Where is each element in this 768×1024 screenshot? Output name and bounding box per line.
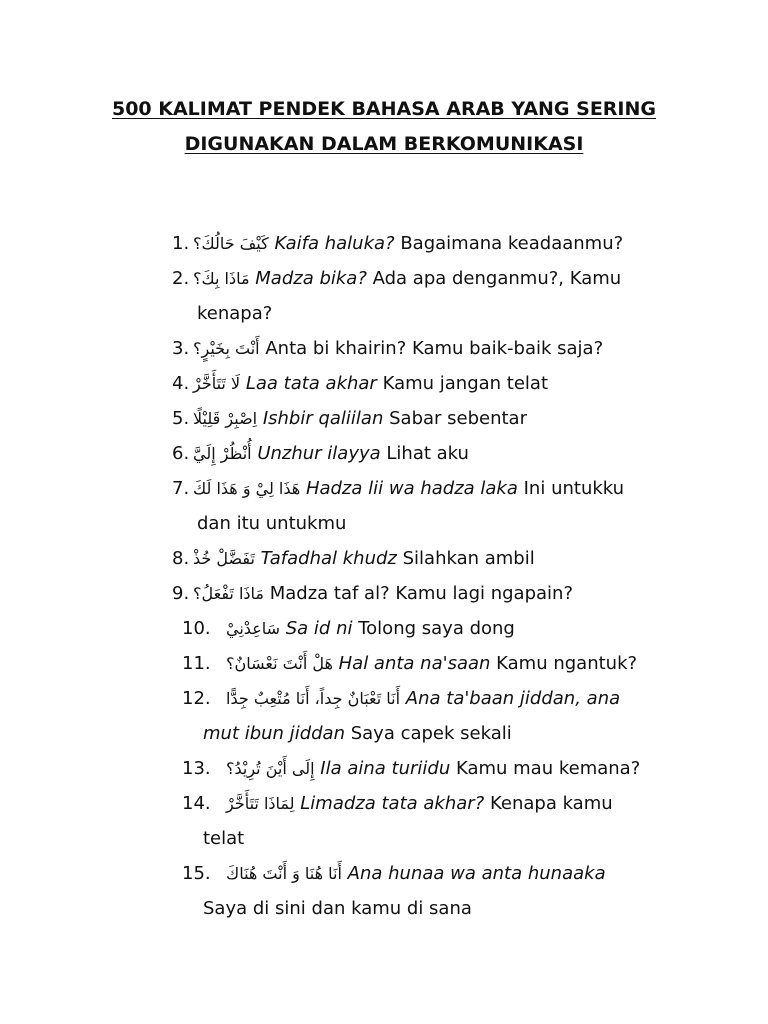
phrase-entry <box>0 366 768 401</box>
transliteration: Ana ta'baan jiddan, ana <box>405 688 621 709</box>
entry-number: 2. <box>172 268 190 289</box>
entry-number: 14. <box>182 793 211 814</box>
arabic-phrase: تَفَضَّلْ خُذْ <box>193 549 255 568</box>
entry-number: 7. <box>172 478 190 499</box>
phrase-entry <box>0 471 768 534</box>
entry-number: 3. <box>172 338 190 359</box>
arabic-phrase: أَنَا تَعْبَانٌ جِداً، أَنَا مُتْعِبٌ جِدًّا <box>226 689 401 708</box>
phrase-entry <box>0 261 768 324</box>
document-title <box>0 92 768 162</box>
transliteration: Madza bika? <box>255 268 367 289</box>
arabic-phrase: أَنَا هُنَا وَ أَنْتَ هُنَاكَ <box>226 864 342 883</box>
meaning-continued: dan itu untukmu <box>197 513 347 534</box>
phrase-entry <box>0 436 768 471</box>
arabic-phrase: مَاذَا بِكَ؟ <box>193 269 250 288</box>
entry-number: 10. <box>182 618 211 639</box>
transliteration-continued: mut ibun jiddan <box>203 723 345 744</box>
meaning: Bagaimana keadaanmu? <box>400 233 624 254</box>
transliteration: Limadza tata akhar? <box>300 793 485 814</box>
meaning: Sabar sebentar <box>389 408 527 429</box>
phrase-entry <box>0 856 768 919</box>
phrase-entry <box>0 786 768 849</box>
transliteration: Tafadhal khudz <box>260 548 397 569</box>
entry-number: 4. <box>172 373 190 394</box>
phrase-entry <box>0 681 768 744</box>
meaning: Madza taf al? Kamu lagi ngapain? <box>269 583 574 604</box>
meaning-continued: Saya di sini dan kamu di sana <box>203 898 472 919</box>
entry-number: 15. <box>182 863 211 884</box>
meaning: Lihat aku <box>386 443 469 464</box>
arabic-phrase: أَنْتَ بِخَيْرٍ؟ <box>193 339 260 358</box>
transliteration: Hadza lii wa hadza laka <box>305 478 518 499</box>
meaning: Kamu ngantuk? <box>496 653 638 674</box>
meaning: Ini untukku <box>523 478 625 499</box>
arabic-phrase: لِمَاذَا تَتَأَخَّرْ <box>226 794 295 813</box>
phrase-entry <box>0 646 768 681</box>
phrase-entry <box>0 751 768 786</box>
transliteration: Ishbir qaliilan <box>262 408 384 429</box>
entry-number: 1. <box>172 233 190 254</box>
phrase-entry <box>0 401 768 436</box>
meaning: Silahkan ambil <box>402 548 535 569</box>
phrase-entry <box>0 331 768 366</box>
phrase-entry <box>0 611 768 646</box>
entry-number: 12. <box>182 688 211 709</box>
meaning: Kenapa kamu <box>489 793 613 814</box>
title-line-2: DIGUNAKAN DALAM BERKOMUNIKASI <box>184 133 584 155</box>
meaning: Kamu mau kemana? <box>455 758 641 779</box>
transliteration: Unzhur ilayya <box>257 443 381 464</box>
arabic-phrase: أُنْظُرْ إِلَيَّ <box>193 444 252 463</box>
phrase-entry <box>0 576 768 611</box>
meaning: Tolong saya dong <box>358 618 515 639</box>
arabic-phrase: هَذَا لِيْ وَ هَذَا لَكَ <box>193 479 301 498</box>
entry-number: 11. <box>182 653 211 674</box>
phrase-entry <box>0 541 768 576</box>
arabic-phrase: هَلْ أَنْتَ نَعْسَانٌ؟ <box>226 654 333 673</box>
entry-number: 6. <box>172 443 190 464</box>
transliteration: Laa tata akhar <box>245 373 377 394</box>
arabic-phrase: مَاذَا تَفْعَلُ؟ <box>193 584 264 603</box>
transliteration: Sa id ni <box>285 618 353 639</box>
phrase-entry <box>0 226 768 261</box>
arabic-phrase: إِلَى أَيْنَ تُرِيْدُ؟ <box>226 759 315 778</box>
meaning: Kamu jangan telat <box>382 373 549 394</box>
arabic-phrase: اِصْبِرْ قَلِيْلًا <box>193 409 258 428</box>
entry-number: 5. <box>172 408 190 429</box>
transliteration: Kaifa haluka? <box>274 233 395 254</box>
meaning: Anta bi khairin? Kamu baik-baik saja? <box>265 338 604 359</box>
meaning: Ada apa denganmu?, Kamu <box>372 268 622 289</box>
meaning-continued: telat <box>203 828 245 849</box>
entry-number: 9. <box>172 583 190 604</box>
arabic-phrase: كَيْفَ حَالُكَ؟ <box>193 234 269 253</box>
meaning-continued: kenapa? <box>197 303 273 324</box>
transliteration: Ila aina turiidu <box>320 758 451 779</box>
meaning-continued: Saya capek sekali <box>350 723 512 744</box>
entry-number: 8. <box>172 548 190 569</box>
entry-number: 13. <box>182 758 211 779</box>
transliteration: Hal anta na'saan <box>338 653 491 674</box>
transliteration: Ana hunaa wa anta hunaaka <box>347 863 606 884</box>
arabic-phrase: سَاعِدْنِيْ <box>226 619 281 638</box>
arabic-phrase: لَا تَتَأَخَّرْ <box>193 374 241 393</box>
title-line-1: 500 KALIMAT PENDEK BAHASA ARAB YANG SERING <box>111 98 657 120</box>
